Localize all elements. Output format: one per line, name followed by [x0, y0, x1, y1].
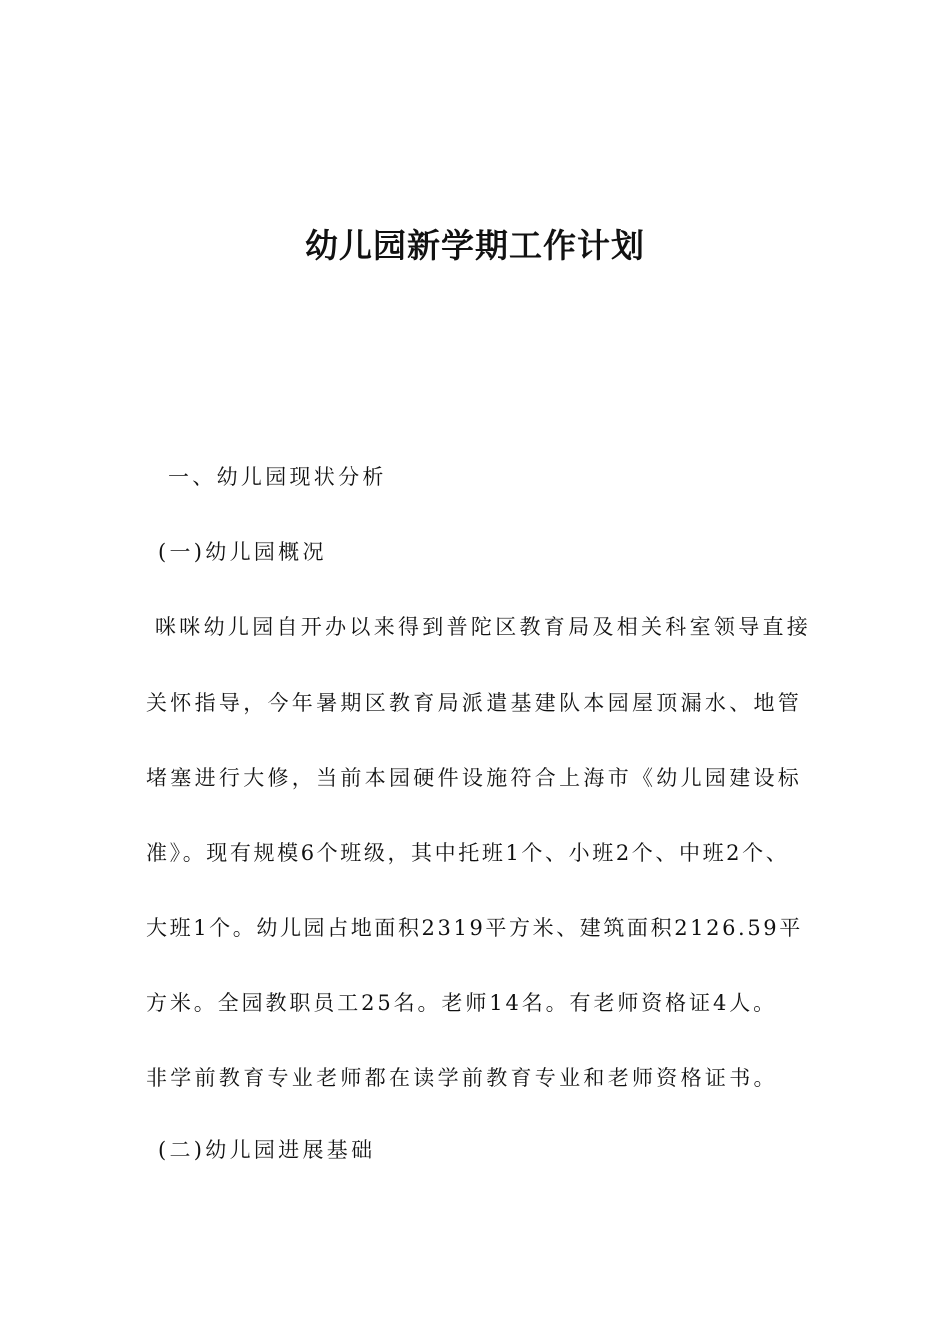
section-heading-1: 一、幼儿园现状分析 [168, 465, 387, 489]
body-text-line: 非学前教育专业老师都在读学前教育专业和老师资格证书。 [146, 1066, 778, 1090]
body-text-line: 堵塞进行大修，当前本园硬件设施符合上海市《幼儿园建设标 [146, 766, 803, 790]
body-text-line: 关怀指导，今年暑期区教育局派遣基建队本园屋顶漏水、地管 [146, 691, 803, 715]
subsection-heading-1: (一)幼儿园概况 [158, 540, 327, 564]
subsection-heading-2: (二)幼儿园进展基础 [158, 1138, 376, 1162]
document-title: 幼儿园新学期工作计划 [305, 226, 645, 265]
body-text-line: 大班1个。幼儿园占地面积2319平方米、建筑面积2126.59平 [146, 916, 803, 940]
body-text-line: 准》。现有规模6个班级，其中托班1个、小班2个、中班2个、 [146, 841, 790, 865]
body-text-line: 方米。全园教职员工25名。老师14名。有老师资格证4人。 [146, 991, 778, 1015]
body-text-line: 咪咪幼儿园自开办以来得到普陀区教育局及相关科室领导直接 [155, 615, 812, 639]
